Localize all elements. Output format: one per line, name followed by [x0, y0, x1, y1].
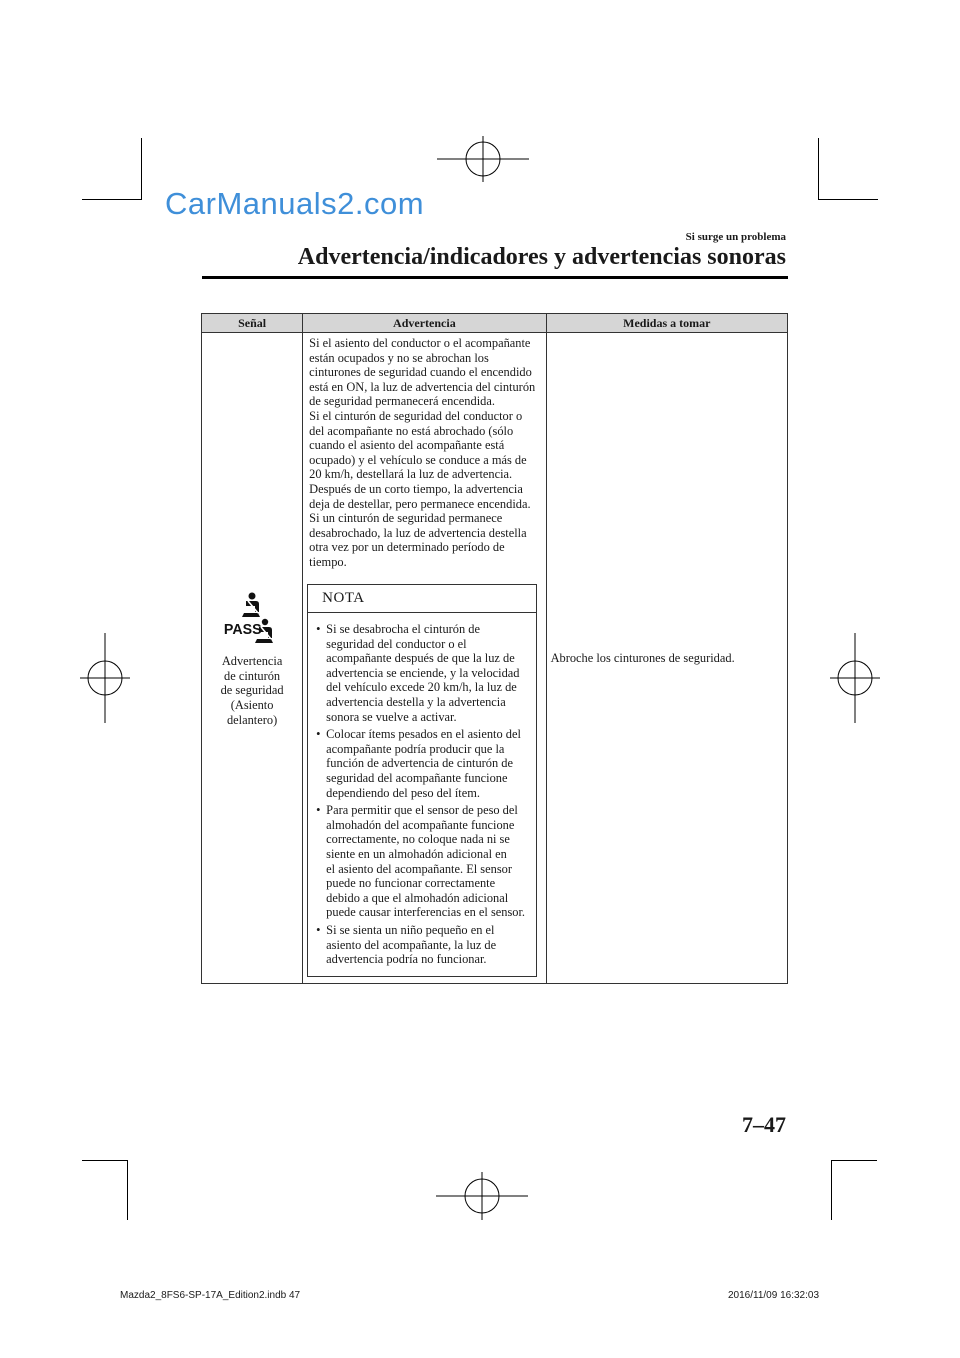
nota-box [307, 584, 536, 977]
section-heading: Si surge un problema [685, 231, 786, 243]
list-item: • Si se desabrocha el cinturón de seguridad del conductor o el acompañante después de que la luz de advertencia se enciende, y la velocidad del vehículo excede 20 km/h, la luz de advertencia destella y la advertencia sonora se vuelve a activar. [316, 622, 527, 724]
registration-mark-bottom [436, 1172, 528, 1220]
seatbelt-pass-icon [222, 589, 282, 651]
watermark-logo[interactable]: CarManuals2.com [165, 186, 425, 221]
column-header-warning: Advertencia [303, 314, 546, 333]
page-title: Advertencia/indicadores y advertencias sonoras [297, 244, 786, 270]
nota-list [308, 613, 535, 967]
list-item: • Para permitir que el sensor de peso del almohadón del acompañante funcione correctamente, no coloque nada ni se siente en un almohadón adicional en el asiento del acompañante. El sensor puede no funcionar correctamente debido a que el almohadón adicional puede causar interferencias en el sensor. [316, 803, 527, 920]
footer-filename: Mazda2_8FS6-SP-17A_Edition2.indb 47 [120, 1290, 301, 1301]
signal-cell [202, 333, 303, 984]
nota-title: NOTA [308, 585, 535, 614]
action-cell: Abroche los cinturones de seguridad. [546, 333, 787, 984]
signal-label: Advertencia de cinturón de seguridad (Asiento delantero) [220, 654, 284, 727]
list-item: • Colocar ítems pesados en el asiento del acompañante podría producir que la función de advertencia de cinturón de seguridad del acompañante funcione dependiendo del peso del ítem. [316, 727, 527, 800]
warning-cell [303, 333, 546, 984]
warning-table [201, 313, 788, 984]
page-number: 7–47 [742, 1112, 786, 1137]
list-item: • Si se sienta un niño pequeño en el asiento del acompañante, la luz de advertencia podría no funcionar. [316, 923, 527, 967]
pass-icon-text: PASS [223, 621, 262, 638]
registration-mark-left [80, 633, 130, 723]
warning-description: Si el asiento del conductor o el acompañante están ocupados y no se abrochan los cinturones de seguridad cuando el encendido está en ON, la luz de advertencia del cinturón de seguridad permanecerá encendida. Si el cinturón de seguridad del conductor o del acompañante no está abrochado (sólo cuando el asiento del acompañante está ocupado) y el vehículo se conduce a más de 20 km/h, destellará la luz de advertencia. Después de un corto tiempo, la advertencia deja de destellar, pero permanece encendida. Si un cinturón de seguridad permanece desabrochado, la luz de advertencia destella otra vez por un determinado período de tiempo. [309, 336, 536, 569]
footer-timestamp: 2016/11/09 16:32:03 [728, 1290, 820, 1301]
column-header-signal: Señal [202, 314, 303, 333]
table-header-row [202, 314, 788, 333]
title-rule [202, 276, 788, 279]
registration-mark-right [830, 633, 880, 723]
table-row [202, 333, 788, 984]
registration-mark-top [437, 136, 529, 182]
column-header-action: Medidas a tomar [546, 314, 787, 333]
